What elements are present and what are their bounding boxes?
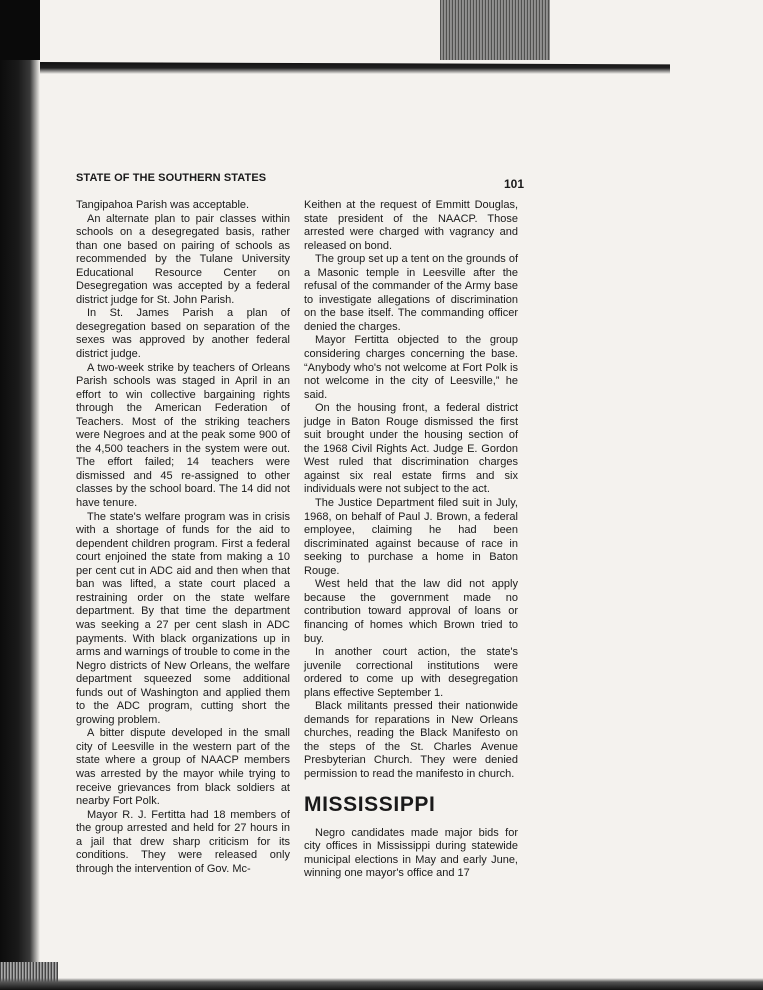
paragraph: On the housing front, a federal district judge in Baton Rouge dismissed the first suit brought under the housing section of the 1968 Civil Rights Act. Judge E. Gordon West ruled that discrimination charges against six real estate firms and six individuals were not subject to the act. xyxy=(304,402,518,496)
paragraph: Tangipahoa Parish was acceptable. xyxy=(76,199,250,211)
page-number: 101 xyxy=(504,177,525,191)
paragraph: The group set up a tent on the grounds of a Masonic temple in Leesville after the refusal of the commander of the Army base to investigate allegations of discrimination on the base itself. The commanding officer denied the charges. xyxy=(304,253,518,333)
paragraph: West held that the law did not apply because the government made no contribution toward approval of loans or financing of homes which Brown tried to buy. xyxy=(304,578,518,645)
scan-page-edge-top xyxy=(40,62,670,74)
scan-page-edge-bottom xyxy=(0,978,763,990)
right-column xyxy=(304,199,518,881)
paragraph: Keithen at the request of Emmitt Douglas, state president of the NAACP. Those arrested were charged with vagrancy and released on bond. xyxy=(304,199,518,252)
paragraph: Negro candidates made major bids for city offices in Mississippi during statewide municipal elections in May and early June, winning one mayor's office and 17 xyxy=(304,826,518,880)
paragraph: An alternate plan to pair classes within schools on a desegregated basis, rather than one based on pairing of schools as recommended by the Tulane University Educational Resource Center on Desegregation was accepted by a federal district judge for St. John Parish. xyxy=(76,212,290,306)
paragraph: The state's welfare program was in crisis with a shortage of funds for the aid to dependent children program. First a federal court enjoined the state from making a 10 per cent cut in ADC aid and then when that ban was lifted, a state court placed a restraining order on the state welfare department. By that time the department was seeking a 27 per cent slash in ADC payments. With black organizations up in arms and warnings of trouble to come in the Negro districts of New Orleans, the welfare department squeezed some additional funds out of Washington and applied them to the ADC program, cutting short the growing problem. xyxy=(76,510,291,726)
paragraph: A bitter dispute developed in the small city of Leesville in the western part of the state where a group of NAACP members was arrested by the mayor while trying to receive grievances from black soldiers at nearby Fort Polk. xyxy=(76,727,290,808)
scan-corner-top-left xyxy=(0,0,40,60)
paragraph: The Justice Department filed suit in July, 1968, on behalf of Paul J. Brown, a federal employee, claiming he had been discriminated against because of race in seeking to purchase a home in Baton Rouge. xyxy=(304,497,518,577)
section-heading: MISSISSIPPI xyxy=(304,792,436,816)
scan-noise-top xyxy=(440,0,550,60)
left-column xyxy=(76,199,290,876)
paragraph: In another court action, the state's juvenile correctional institutions were ordered to come up with desegregation plans effective September 1. xyxy=(304,646,518,699)
paragraph: A two-week strike by teachers of Orleans Parish schools was staged in April in an effort to win collective bargaining rights through the American Federation of Teachers. Most of the striking teachers were Negroes and at the peak some 900 of the 4,500 teachers in the system were out. The effort failed; 14 teachers were dismissed and 45 re-assigned to other classes by the school board. The 14 did not have tenure. xyxy=(76,361,290,510)
paragraph: In St. James Parish a plan of desegregation based on separation of the sexes was approved by another federal district judge. xyxy=(76,307,290,361)
paragraph: Mayor R. J. Fertitta had 18 members of the group arrested and held for 27 hours in a jail that drew sharp criticism for its conditions. They were released only through the intervention of Gov. Mc- xyxy=(76,808,290,875)
scan-border-left xyxy=(0,0,40,990)
running-head: STATE OF THE SOUTHERN STATES xyxy=(76,172,267,184)
paragraph: Black militants pressed their nationwide demands for reparations in New Orleans churches, reading the Black Manifesto on the steps of the St. Charles Avenue Presbyterian Church. They were denied permission to read the manifesto in church. xyxy=(304,700,518,780)
paragraph: Mayor Fertitta objected to the group considering charges concerning the base. “Anybody who's not welcome at Fort Polk is not welcome in the city of Leesville,” he said. xyxy=(304,334,518,401)
